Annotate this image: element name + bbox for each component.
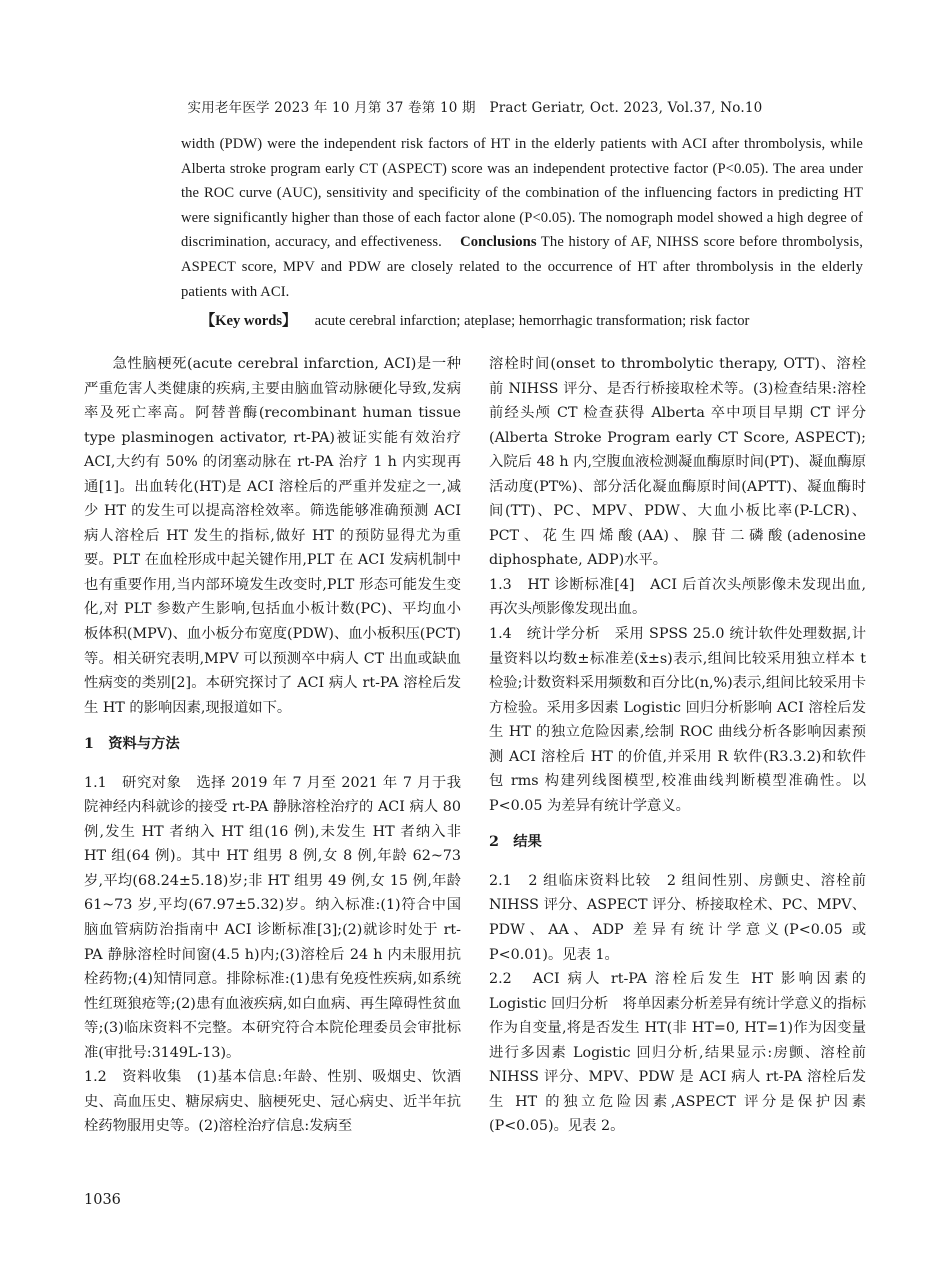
running-head: 实用老年医学 2023 年 10 月第 37 卷第 10 期 Pract Geriatr, Oct. 2023, Vol.37, No.10: [187, 100, 763, 116]
section-1-2-continued: 溶栓时间(onset to thrombolytic therapy, OTT)、溶栓前 NIHSS 评分、是否行桥接取栓术等。(3)检查结果:溶栓前经头颅 CT 检查获得 Alberta 卒中项目早期 CT 评分(Alberta Stroke Program early CT Score, ASPECT);入院后 48 h 内,空腹血液检测凝血酶原时间(PT)、凝血酶原活动度(PT%)、部分活化凝血酶原时间(APTT)、凝血酶时间(TT)、PC、MPV、PDW、大血小板比率(P-LCR)、PCT、花生四烯酸(AA)、腺苷二磷酸(adenosine diphosphate, ADP)水平。: [489, 356, 866, 569]
conclusions-label: Conclusions: [460, 234, 537, 251]
section-2-1: 2.1 2 组临床资料比较 2 组间性别、房颤史、溶栓前 NIHSS 评分、ASPECT 评分、桥接取栓术、PC、MPV、PDW、AA、ADP 差异有统计学意义(P<0.05 或 P<0.01)。见表 1。: [489, 872, 866, 963]
section-1-2: 1.2 资料收集 (1)基本信息:年龄、性别、吸烟史、饮酒史、高血压史、糖尿病史、脑梗死史、冠心病史、近半年抗栓药物服用史等。(2)溶栓治疗信息:发病至: [84, 1069, 461, 1135]
section-1-1: 1.1 研究对象 选择 2019 年 7 月至 2021 年 7 月于我院神经内科就诊的接受 rt-PA 静脉溶栓治疗的 ACI 病人 80 例,发生 HT 者纳入 HT 组(16 例),未发生 HT 者纳入非 HT 组(64 例)。其中 HT 组男 8 例,女 8 例,年龄 62~73 岁,平均(68.24±5.18)岁;非 HT 组男 49 例,女 15 例,年龄 61~73 岁,平均(67.97±5.32)岁。纳入标准:(1)符合中国脑血管病防治指南中 ACI 诊断标准[3];(2)就诊时处于 rt-PA 静脉溶栓时间窗(4.5 h)内;(3)溶栓后 24 h 内未服用抗栓药物;(4)知情同意。排除标准:(1)患有免疫性疾病,如系统性红斑狼疮等;(2)患有血液疾病,如白血病、再生障碍性贫血等;(3)临床资料不完整。本研究符合本院伦理委员会审批标准(审批号:3149L-13)。: [84, 774, 461, 1061]
keywords: [0, 309, 950, 330]
keywords-text: acute cerebral infarction; ateplase; hemorrhagic transformation; risk factor: [314, 313, 750, 329]
section-1-3: 1.3 HT 诊断标准[4] ACI 后首次头颅影像未发现出血,再次头颅影像发现出血。: [489, 576, 866, 618]
section-2-heading: 2 结果: [489, 834, 542, 851]
section-2-2: 2.2 ACI 病人 rt-PA 溶栓后发生 HT 影响因素的 Logistic 回归分析 将单因素分析差异有统计学意义的指标作为自变量,将是否发生 HT(非 HT=0, HT=1)作为因变量进行多因素 Logistic 回归分析,结果显示:房颤、溶栓前 NIHSS 评分、MPV、PDW 是 ACI 病人 rt-PA 溶栓后发生 HT 的独立危险因素,ASPECT 评分是保护因素(P<0.05)。见表 2。: [489, 971, 866, 1135]
abstract-continuation: [181, 132, 863, 304]
keywords-label: 【Key words】: [200, 313, 297, 329]
conclusions-text: The history of AF, NIHSS score before thrombolysis, ASPECT score, MPV and PDW are closely related to the occurrence of HT after thrombolysis in the elderly patients with ACI.: [181, 234, 863, 300]
abstract-body: width (PDW) were the independent risk factors of HT in the elderly patients with ACI after thrombolysis, while Alberta stroke program early CT (ASPECT) score was an independent protective factor (P<0.05). The area under the ROC curve (AUC), sensitivity and specificity of the combination of the influencing factors in predicting HT were significantly higher than those of each factor alone (P<0.05). The nomograph model showed a high degree of discrimination, accuracy, and effectiveness.: [181, 136, 863, 251]
intro-paragraph: 急性脑梗死(acute cerebral infarction, ACI)是一种严重危害人类健康的疾病,主要由脑血管动脉硬化导致,发病率及死亡率高。阿替普酶(recombinant human tissue type plasminogen activator, rt-PA)被证实能有效治疗 ACI,大约有 50% 的闭塞动脉在 rt-PA 治疗 1 h 内实现再通[1]。出血转化(HT)是 ACI 溶栓后的严重并发症之一,减少 HT 的发生可以提高溶栓效率。筛选能够准确预测 ACI 病人溶栓后 HT 发生的指标,做好 HT 的预防显得尤为重要。PLT 在血栓形成中起关键作用,PLT 在 ACI 发病机制中也有重要作用,当内部环境发生改变时,PLT 形态可能发生变化,对 PLT 参数产生影响,包括血小板计数(PC)、平均血小板体积(MPV)、血小板分布宽度(PDW)、血小板积压(PCT)等。相关研究表明,MPV 可以预测卒中病人 CT 出血或缺血性病变的类别[2]。本研究探讨了 ACI 病人 rt-PA 溶栓后发生 HT 的影响因素,现报道如下。: [84, 356, 462, 716]
section-1-4: 1.4 统计学分析 采用 SPSS 25.0 统计软件处理数据,计量资料以均数±标准差(x̄±s)表示,组间比较采用独立样本 t 检验;计数资料采用频数和百分比(n,%)表示,组间比较采用卡方检验。采用多因素 Logistic 回归分析影响 ACI 溶栓后发生 HT 的独立危险因素,绘制 ROC 曲线分析各影响因素预测 ACI 溶栓后 HT 的价值,并采用 R 软件(R3.3.2)和软件包 rms 构建列线图模型,校准曲线判断模型准确性。以 P<0.05 为差异有统计学意义。: [489, 626, 866, 814]
page-number: 1036: [84, 1192, 121, 1208]
section-1-heading: 1 资料与方法: [84, 736, 180, 753]
left-column: [84, 352, 461, 1139]
right-column: [489, 352, 866, 1139]
